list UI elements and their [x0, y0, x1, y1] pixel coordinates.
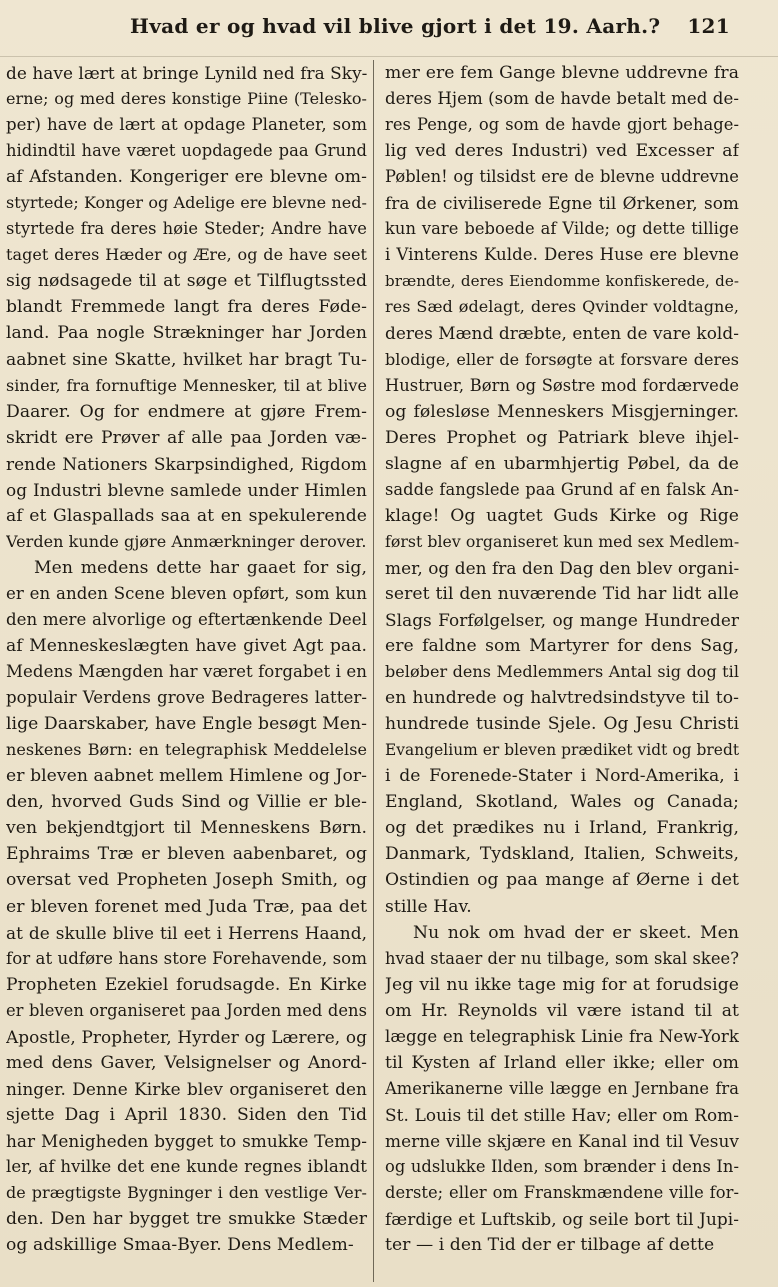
text-line: styrtede; Konger og Adelige ere blevne ned-	[6, 193, 367, 213]
text-line: klage! Og uagtet Guds Kirke og Rige	[385, 505, 739, 526]
text-line: af Afstanden. Kongeriger ere blevne om-	[6, 167, 367, 188]
text-line: er bleven organiseret paa Jorden med dens	[6, 1000, 367, 1020]
text-line: først blev organiseret kun med sex Medlem-	[385, 531, 739, 551]
text-line: har Menigheden bygget to smukke Temp-	[6, 1130, 367, 1151]
text-line: lig ved deres Industri) ved Excesser af	[385, 141, 739, 162]
text-line: res Penge, og som de havde gjort behage-	[385, 115, 739, 135]
running-head	[130, 14, 730, 48]
text-line: Hustruer, Børn og Søstre mod fordærvede	[385, 375, 739, 395]
text-line: sjette Dag i April 1830. Siden den Tid	[6, 1104, 367, 1125]
text-line: sig nødsagede til at søge et Tilflugtssted	[6, 271, 367, 292]
left-column	[6, 60, 367, 1258]
text-line: Danmark, Tydskland, Italien, Schweits,	[385, 844, 739, 865]
text-line: per) have de lært at opdage Planeter, som	[6, 115, 367, 135]
text-line: Ephraims Træ er bleven aabenbaret, og	[6, 844, 367, 865]
text-line: er bleven forenet med Juda Træ, paa det	[6, 896, 367, 917]
text-line: den, hvorved Guds Sind og Villie er ble-	[6, 792, 367, 813]
text-line: Evangelium er bleven prædiket vidt og bredt	[385, 741, 739, 760]
text-line: fra de civiliserede Egne til Ørkener, som	[385, 193, 739, 214]
text-line: ter — i den Tid der er tilbage af dette	[385, 1235, 715, 1256]
text-line: mer ere fem Gange blevne uddrevne fra	[385, 63, 739, 83]
text-line: af et Glaspallads saa at en spekulerende	[6, 505, 367, 526]
text-line: af Menneskeslægten have givet Agt paa.	[6, 636, 367, 657]
text-line: Ostindien og paa mange af Øerne i det	[385, 870, 739, 891]
text-line: i Vinterens Kulde. Deres Huse ere blevne	[385, 245, 739, 265]
text-line: hidindtil have været uopdagede paa Grund	[6, 141, 367, 161]
text-line: Nu nok om hvad der er skeet. Men	[413, 922, 739, 943]
text-line: Deres Prophet og Patriark bleve ihjel-	[385, 427, 739, 448]
text-line: Amerikanerne ville lægge en Jernbane fra	[385, 1078, 739, 1098]
right-column	[385, 60, 739, 1258]
text-line: Pøblen! og tilsidst ere de blevne uddrevne	[385, 167, 739, 187]
text-line: slagne af en ubarmhjertig Pøbel, da de	[385, 453, 739, 474]
text-line: lige Daarskaber, have Engle besøgt Men-	[6, 714, 367, 735]
text-line: ninger. Denne Kirke blev organiseret den	[6, 1078, 367, 1099]
text-line: og Industri blevne samlede under Himlen	[6, 479, 367, 500]
text-line: en hundrede og halvtredsindstyve til to-	[385, 688, 739, 709]
text-line: og det prædikes nu i Irland, Frankrig,	[385, 818, 739, 839]
text-line: styrtede fra deres høie Steder; Andre have	[6, 219, 367, 239]
header-divider	[0, 56, 778, 57]
text-line: neskenes Børn: en telegraphisk Meddelelse	[6, 740, 367, 760]
text-line: den mere alvorlige og eftertænkende Deel	[6, 609, 367, 629]
text-line: ere faldne som Martyrer for dens Sag,	[385, 636, 739, 657]
text-line: deres Mænd dræbte, enten de vare kold-	[385, 323, 739, 344]
text-line: populair Verdens grove Bedrageres latter-	[6, 688, 367, 708]
text-line: og adskillige Smaa-Byer. Dens Medlem-	[6, 1235, 354, 1256]
text-line: kun vare beboede af Vilde; og dette tillige	[385, 219, 739, 239]
text-line: den. Den har bygget tre smukke Stæder	[6, 1209, 367, 1230]
text-line: derste; eller om Franskmændene ville for-	[385, 1183, 739, 1203]
text-line: seret til den nuværende Tid har lidt alle	[385, 583, 739, 604]
text-line: aabnet sine Skatte, hvilket har bragt Tu-	[6, 349, 367, 370]
text-line: i de Forenede-Stater i Nord-Amerika, i	[385, 766, 739, 787]
text-line: og følesløse Menneskers Misgjerninger.	[385, 401, 739, 422]
column-divider	[373, 60, 374, 1282]
text-line: de have lært at bringe Lynild ned fra Sky-	[6, 63, 367, 83]
text-line: blandt Fremmede langt fra deres Føde-	[6, 297, 367, 318]
text-line: mer, og den fra den Dag den blev organi-	[385, 557, 739, 578]
text-line: stille Hav.	[385, 896, 472, 917]
text-line: færdige et Luftskib, og seile bort til Jupi-	[385, 1209, 739, 1230]
text-line: Daarer. Og for endmere at gjøre Frem-	[6, 401, 367, 422]
text-line: merne ville skjære en Kanal ind til Vesuv	[385, 1130, 739, 1151]
text-line: erne; og med deres konstige Piine (Telesko-	[6, 89, 367, 109]
text-line: hundrede tusinde Sjele. Og Jesu Christi	[385, 714, 739, 735]
text-line: Medens Mængden har været forgabet i en	[6, 662, 367, 682]
text-line: hvad staaer der nu tilbage, som skal skee?	[385, 948, 739, 968]
text-line: brændte, deres Eiendomme konfiskerede, de-	[385, 272, 739, 291]
text-line: England, Skotland, Wales og Canada;	[385, 792, 739, 813]
running-head-title: Hvad er og hvad vil blive gjort i det 19. Aarh.?	[130, 14, 661, 38]
text-line: blodige, eller de forsøgte at forsvare deres	[385, 349, 739, 369]
text-line: og udslukke Ilden, som brænder i dens In-	[385, 1156, 739, 1176]
text-line: taget deres Hæder og Ære, og de have seet	[6, 245, 367, 265]
text-line: land. Paa nogle Strækninger har Jorden	[6, 323, 367, 344]
text-line: er en anden Scene bleven opført, som kun	[6, 583, 367, 603]
text-line: Verden kunde gjøre Anmærkninger derover.	[6, 531, 367, 551]
text-line: Propheten Ezekiel forudsagde. En Kirke	[6, 974, 367, 995]
text-line: Slags Forfølgelser, og mange Hundreder	[385, 609, 739, 630]
text-line: beløber dens Medlemmers Antal sig dog til	[385, 662, 739, 682]
text-line: ler, af hvilke det ene kunde regnes iblandt	[6, 1156, 367, 1176]
text-line: de prægtigste Bygninger i den vestlige Ver-	[6, 1183, 367, 1203]
page-number: 121	[687, 14, 730, 38]
text-line: res Sæd ødelagt, deres Qvinder voldtagne,	[385, 297, 739, 317]
text-line: deres Hjem (som de havde betalt med de-	[385, 89, 739, 109]
text-line: oversat ved Propheten Joseph Smith, og	[6, 870, 367, 891]
text-line: Men medens dette har gaaet for sig,	[34, 557, 367, 578]
text-line: sadde fangslede paa Grund af en falsk An-	[385, 479, 739, 499]
text-line: med dens Gaver, Velsignelser og Anord-	[6, 1052, 367, 1073]
text-line: skridt ere Prøver af alle paa Jorden væ-	[6, 427, 367, 448]
text-line: er bleven aabnet mellem Himlene og Jor-	[6, 766, 367, 787]
text-line: om Hr. Reynolds vil være istand til at	[385, 1000, 739, 1021]
text-line: til Kysten af Irland eller ikke; eller om	[385, 1052, 739, 1073]
text-line: lægge en telegraphisk Linie fra New-York	[385, 1026, 739, 1046]
text-line: Jeg vil nu ikke tage mig for at forudsige	[385, 974, 739, 995]
text-line: sinder, fra fornuftige Mennesker, til at blive	[6, 375, 367, 395]
text-line: at de skulle blive til eet i Herrens Haand,	[6, 922, 367, 943]
text-line: rende Nationers Skarpsindighed, Rigdom	[6, 453, 367, 474]
text-line: for at udføre hans store Forehavende, som	[6, 948, 367, 968]
text-line: ven bekjendtgjort til Menneskens Børn.	[6, 818, 367, 839]
text-line: St. Louis til det stille Hav; eller om Rom-	[385, 1104, 739, 1125]
text-line: Apostle, Propheter, Hyrder og Lærere, og	[6, 1026, 367, 1047]
